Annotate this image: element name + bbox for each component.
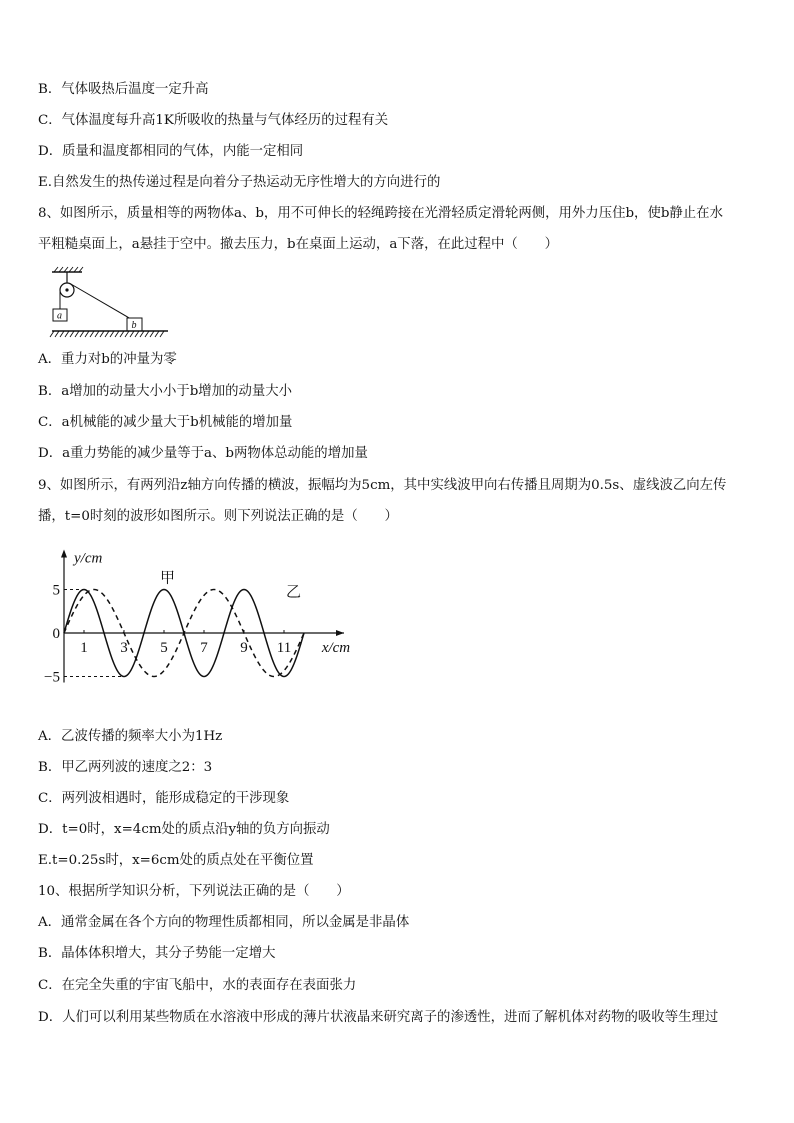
x-tick-label: 3 [120, 640, 128, 656]
table-hatch [50, 331, 164, 337]
q8-stem-line2: 平粗糙桌面上，a悬挂于空中。撤去压力，b在桌面上运动，a下落，在此过程中（ ） [38, 237, 558, 252]
pulley-axle [65, 288, 68, 291]
x-tick-label: 9 [240, 640, 248, 656]
x-axis-label: x/cm [321, 640, 351, 656]
y-axis-label: y/cm [74, 550, 103, 567]
q10-option-c: C．在完全失重的宇宙飞船中，水的表面存在表面张力 [38, 978, 357, 993]
q9-option-b: B．甲乙两列波的速度之2：3 [38, 760, 213, 775]
x-tick-label: 11 [276, 640, 292, 656]
series-label-yi: 乙 [286, 584, 302, 601]
chart-labels [44, 551, 350, 686]
q8-option-a: A．重力对b的冲量为零 [38, 352, 177, 367]
wave-chart [30, 532, 360, 698]
series-label-jia: 甲 [160, 570, 176, 587]
q7-option-c: C．气体温度每升高1K所吸收的热量与气体经历的过程有关 [38, 113, 389, 128]
rope-b [70, 284, 131, 320]
x-tick-label: 5 [160, 640, 168, 656]
y-tick-label: 5 [52, 582, 60, 599]
q8-option-b: B．a增加的动量大小小于b增加的动量大小 [38, 384, 293, 399]
chart-axes [61, 550, 344, 683]
block-b-label: b [131, 320, 137, 331]
q9-option-d: D．t=0时，x=4cm处的质点沿y轴的负方向振动 [38, 822, 330, 837]
q9-option-c: C．两列波相遇时，能形成稳定的干涉现象 [38, 791, 290, 806]
q8-option-c: C．a机械能的减少量大于b机械能的增加量 [38, 415, 293, 430]
q7-option-e: E.自然发生的热传递过程是向着分子热运动无序性增大的方向进行的 [38, 175, 441, 190]
x-tick-label: 7 [200, 640, 208, 656]
q9-option-e: E.t=0.25s时，x=6cm处的质点处在平衡位置 [38, 853, 314, 868]
q9-stem-line1: 9、如图所示，有两列沿z轴方向传播的横波，振幅均为5cm，其中实线波甲向右传播且周期为0.5s、虚线波乙向左传 [38, 478, 727, 493]
q10-stem: 10、根据所学知识分析，下列说法正确的是（ ） [38, 884, 350, 899]
ceiling-hatch [54, 267, 83, 272]
q10-option-b: B．晶体体积增大，其分子势能一定增大 [38, 946, 276, 961]
y-tick-label: 0 [52, 626, 60, 642]
q7-option-b: B．气体吸热后温度一定升高 [38, 82, 209, 97]
x-tick-label: 1 [80, 640, 88, 656]
q8-option-d: D．a重力势能的减少量等于a、b两物体总动能的增加量 [38, 446, 368, 461]
q9-option-a: A．乙波传播的频率大小为1Hz [38, 729, 223, 744]
y-tick-label: −5 [44, 669, 60, 686]
q7-option-d: D．质量和温度都相同的气体，内能一定相同 [38, 144, 304, 159]
q10-option-a: A．通常金属在各个方向的物理性质都相同，所以金属是非晶体 [38, 915, 410, 930]
q8-stem-line1: 8、如图所示，质量相等的两物体a、b，用不可伸长的轻绳跨接在光滑轻质定滑轮两侧，用外力压住b，使b静止在水 [38, 206, 723, 221]
pulley-figure [36, 266, 176, 342]
q9-stem-line2: 播，t=0时刻的波形如图所示。则下列说法正确的是（ ） [38, 509, 398, 524]
q10-option-d: D．人们可以利用某些物质在水溶液中形成的薄片状液晶来研究离子的渗透性，进而了解机体对药物的吸收等生理过 [38, 1010, 719, 1025]
x-axis-arrow [336, 630, 344, 636]
block-a-label: a [57, 310, 62, 322]
y-axis-arrow [61, 550, 67, 558]
